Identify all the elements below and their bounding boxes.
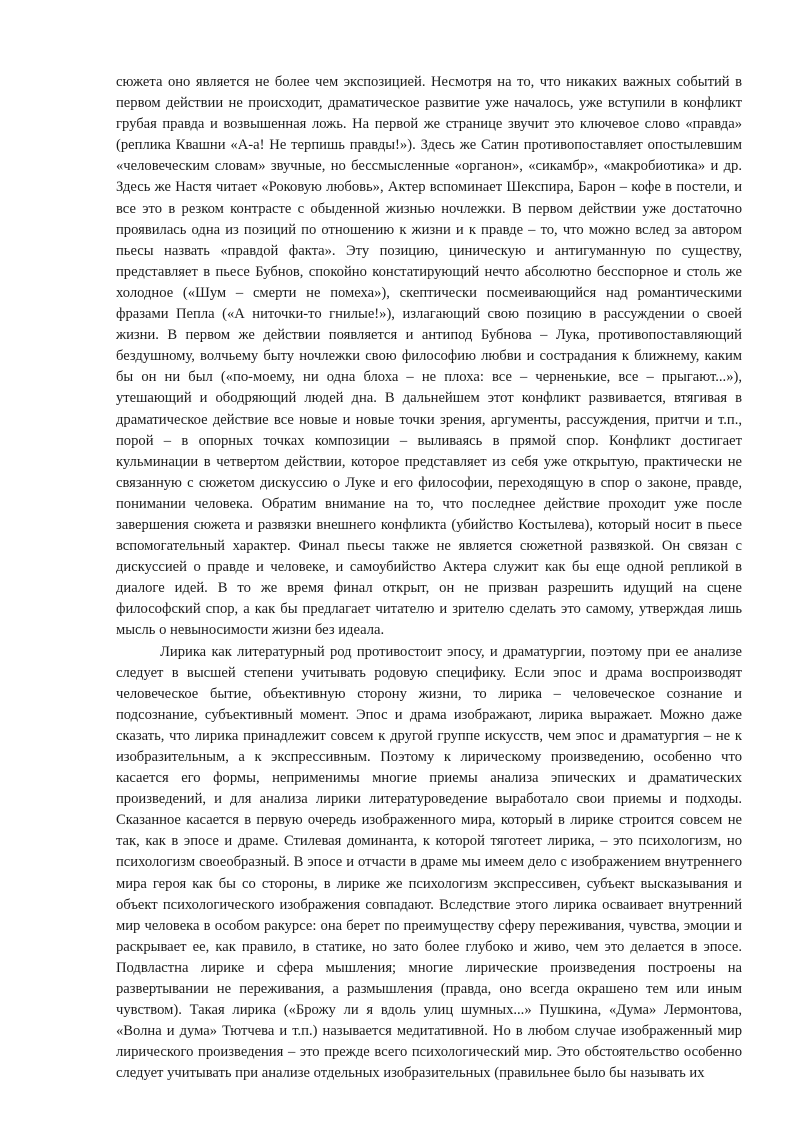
paragraph-continuation: сюжета оно является не более чем экспозицией. Несмотря на то, что никаких важных событий в первом действии не происходит, драматическое развитие уже началось, уже вступили в конфликт грубая правда и возвышенная ложь. На первой же странице звучит это ключевое слово «правда» (реплика Квашни «А-а! Не терпишь правды!»). Здесь же Сатин противопоставляет опостылевшим «человеческим словам» звучные, но бессмысленные «органон», «сикамбр», «макробиотика» и др. Здесь же Настя читает «Роковую любовь», Актер вспоминает Шекспира, Барон – кофе в постели, и все это в резком контрасте с обыденной жизнью ночлежки. В первом действии уже достаточно проявилась одна из позиций по отношению к жизни и к правде – то, что можно вслед за автором пьесы назвать «правдой факта». Эту позицию, циническую и антигуманную по существу, представляет в пьесе Бубнов, спокойно констатирующий нечто абсолютно бесспорное и столь же холодное («Шум – смерти не помеха»), скептически посмеивающийся над романтическими фразами Пепла («А ниточки-то гнилые!»), излагающий свою позицию в рассуждении о своей жизни. В первом же действии появляется и антипод Бубнова – Лука, противопоставляющий бездушному, волчьему быту ночлежки свою философию любви и сострадания к ближнему, каким бы он ни был («по-моему, ни одна блоха – не плоха: все – черненькие, все – прыгают...»), утешающий и ободряющий людей дна. В дальнейшем этот конфликт развивается, втягивая в драматическое действие все новые и новые точки зрения, аргументы, рассуждения, притчи и т.п., порой – в опорных точках композиции – выливаясь в прямой спор. Конфликт достигает кульминации в четвертом действии, которое представляет из себя уже открытую, практически не связанную с сюжетом дискуссию о Луке и его философии, переходящую в спор о законе, правде, понимании человека. Обратим внимание на то, что последнее действие проходит уже после завершения сюжета и развязки внешнего конфликта (убийство Костылева), который носит в пьесе вспомогательный характер. Финал пьесы также не является сюжетной развязкой. Он связан с дискуссией о правде и человеке, и самоубийство Актера служит как бы еще одной репликой в диалоге идей. В то же время финал открыт, он не призван разрешить идущий на сцене философский спор, а как бы предлагает читателю и зрителю сделать это самому, утверждая лишь мысль о невыносимости жизни без идеала. — [116, 74, 742, 639]
body-text — [116, 72, 742, 1085]
paragraph-lyric: Лирика как литературный род противостоит эпосу, и драматургии, поэтому при ее анализе следует в высшей степени учитывать родовую специфику. Если эпос и драма воспроизводят человеческое бытие, объективную сторону жизни, то лирика – человеческое сознание и подсознание, субъективный момент. Эпос и драма изображают, лирика выражает. Можно даже сказать, что лирика принадлежит совсем к другой группе искусств, чем эпос и драматургия – не к изобразительным, а к экспрессивным. Поэтому к лирическому произведению, особенно что касается его формы, неприменимы многие приемы анализа эпических и драматических произведений, и для анализа лирики литературоведение выработало свои приемы и подходы. Сказанное касается в первую очередь изображенного мира, который в лирике строится совсем не так, как в эпосе и драме. Стилевая доминанта, к которой тяготеет лирика, – это психологизм, но психологизм своеобразный. В эпосе и отчасти в драме мы имеем дело с изображением внутреннего мира героя как бы со стороны, в лирике же психологизм экспрессивен, субъект высказывания и объект психологического изображения совпадают. Вследствие этого лирика осваивает внутренний мир человека в особом ракурсе: она берет по преимуществу сферу переживания, чувства, эмоции и раскрывает ее, как правило, в статике, но зато более глубоко и живо, чем это делается в эпосе. Подвластна лирике и сфера мышления; многие лирические произведения построены на развертывании не переживания, а размышления (правда, оно всегда окрашено тем или иным чувством). Такая лирика («Брожу ли я вдоль улиц шумных...» Пушкина, «Дума» Лермонтова, «Волна и дума» Тютчева и т.п.) называется медитативной. Но в любом случае изображенный мир лирического произведения – это прежде всего психологический мир. Это обстоятельство особенно следует учитывать при анализе отдельных изобразительных (правильнее было бы называть их — [116, 643, 742, 1082]
